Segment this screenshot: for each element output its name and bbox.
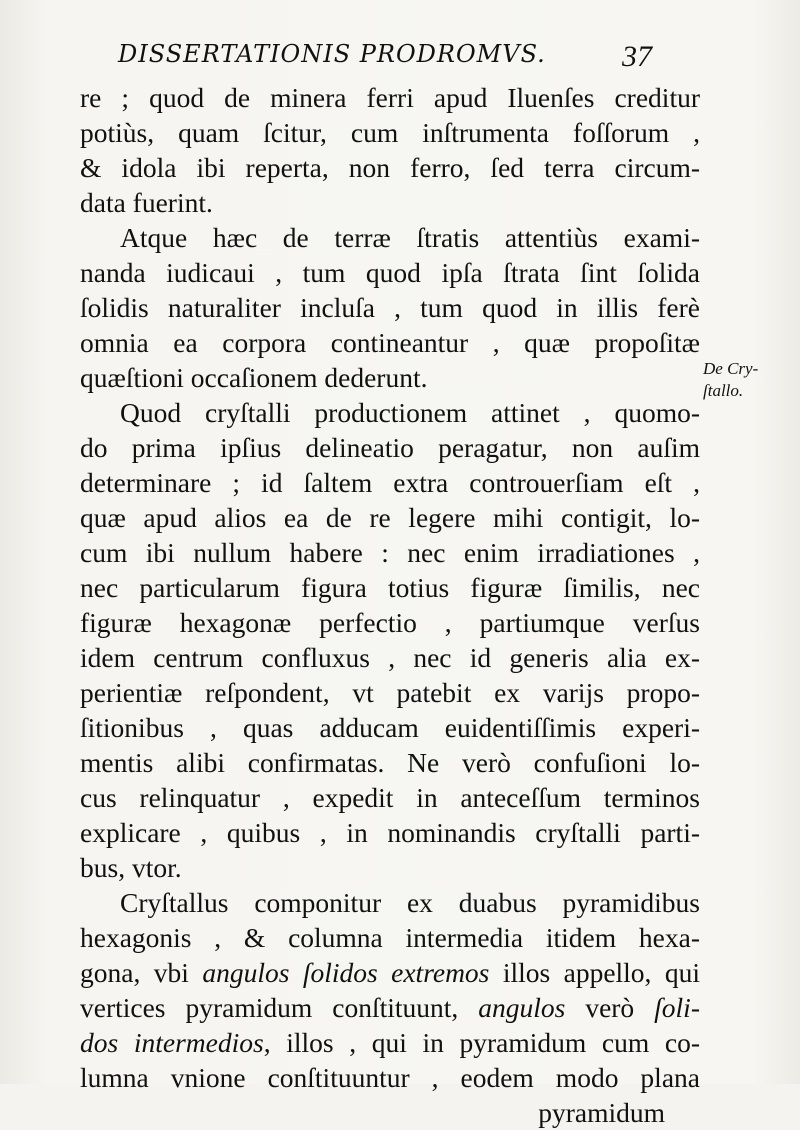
text-run: illos appello, qui bbox=[489, 957, 700, 988]
text-line: explicare , quibus , in nominandis cryſtalli parti- bbox=[80, 817, 700, 848]
text-line bbox=[80, 955, 700, 990]
text-line: Cryſtallus componitur ex duabus pyramidibus bbox=[120, 887, 700, 918]
text-line bbox=[80, 990, 700, 1025]
text-line: idem centrum confluxus , nec id generis alia ex- bbox=[80, 642, 700, 673]
text-line: lumna vnione conſtituuntur , eodem modo plana bbox=[80, 1062, 700, 1093]
text-run: verò bbox=[565, 992, 655, 1023]
text-line: re ; quod de minera ferri apud Iluenſes creditur bbox=[80, 82, 700, 113]
text-line: omnia ea corpora contineantur , quæ propoſitæ bbox=[80, 327, 700, 358]
text-line: perientiæ reſpondent, vt patebit ex varijs propo- bbox=[80, 677, 700, 708]
text-line: bus, vtor. bbox=[80, 852, 182, 883]
catchword: pyramidum bbox=[538, 1097, 665, 1128]
italic-term: ſoli- bbox=[654, 992, 700, 1023]
text-line: quæſtioni occaſionem dederunt. bbox=[80, 362, 428, 393]
text-line: nanda iudicaui , tum quod ipſa ſtrata ſint ſolida bbox=[80, 257, 700, 288]
running-head bbox=[118, 38, 658, 74]
text-line: hexagonis , & columna intermedia itidem hexa- bbox=[80, 922, 700, 953]
text-line: quæ apud alios ea de re legere mihi contigit, lo- bbox=[80, 502, 700, 533]
page-number: 37 bbox=[622, 40, 652, 73]
text-line: cum ibi nullum habere : nec enim irradiationes , bbox=[80, 537, 700, 568]
marginal-note-line: De Cry- bbox=[703, 359, 759, 378]
italic-term: angulos ſolidos extremos bbox=[202, 957, 490, 988]
text-run: gona, vbi bbox=[80, 957, 203, 988]
text-line: ſitionibus , quas adducam euidentiſſimis experi- bbox=[80, 712, 700, 743]
text-line: Atque hæc de terræ ſtratis attentiùs exami- bbox=[120, 222, 700, 253]
text-line: Quod cryſtalli productionem attinet , quomo- bbox=[120, 397, 700, 428]
text-line: ſolidis naturaliter incluſa , tum quod in illis ferè bbox=[80, 292, 700, 323]
text-line: cus relinquatur , expedit in anteceſſum terminos bbox=[80, 782, 700, 813]
italic-term: angulos bbox=[478, 992, 566, 1023]
italic-term: dos intermedios bbox=[80, 1027, 264, 1058]
text-line: & idola ibi reperta, non ferro, ſed terra circum- bbox=[80, 152, 700, 183]
text-run: , illos , qui in pyramidum cum co- bbox=[263, 1027, 700, 1058]
text-line: data fuerint. bbox=[80, 187, 213, 218]
text-run: vertices pyramidum conſtituunt, bbox=[80, 992, 479, 1023]
text-line: do prima ipſius delineatio peragatur, non auſim bbox=[80, 432, 700, 463]
marginal-note-line: ſtallo. bbox=[703, 381, 744, 400]
text-line: mentis alibi confirmatas. Ne verò confuſioni lo- bbox=[80, 747, 700, 778]
text-line: potiùs, quam ſcitur, cum inſtrumenta foſſorum , bbox=[80, 117, 700, 148]
marginal-note bbox=[703, 358, 793, 402]
running-head-title: DISSERTATIONIS PRODROMVS. bbox=[118, 40, 546, 68]
text-line bbox=[80, 1025, 700, 1060]
text-line: nec particularum figura totius figuræ ſimilis, nec bbox=[80, 572, 700, 603]
text-line: determinare ; id ſaltem extra controuerſiam eſt , bbox=[80, 467, 700, 498]
text-line: figuræ hexagonæ perfectio , partiumque verſus bbox=[80, 607, 700, 638]
